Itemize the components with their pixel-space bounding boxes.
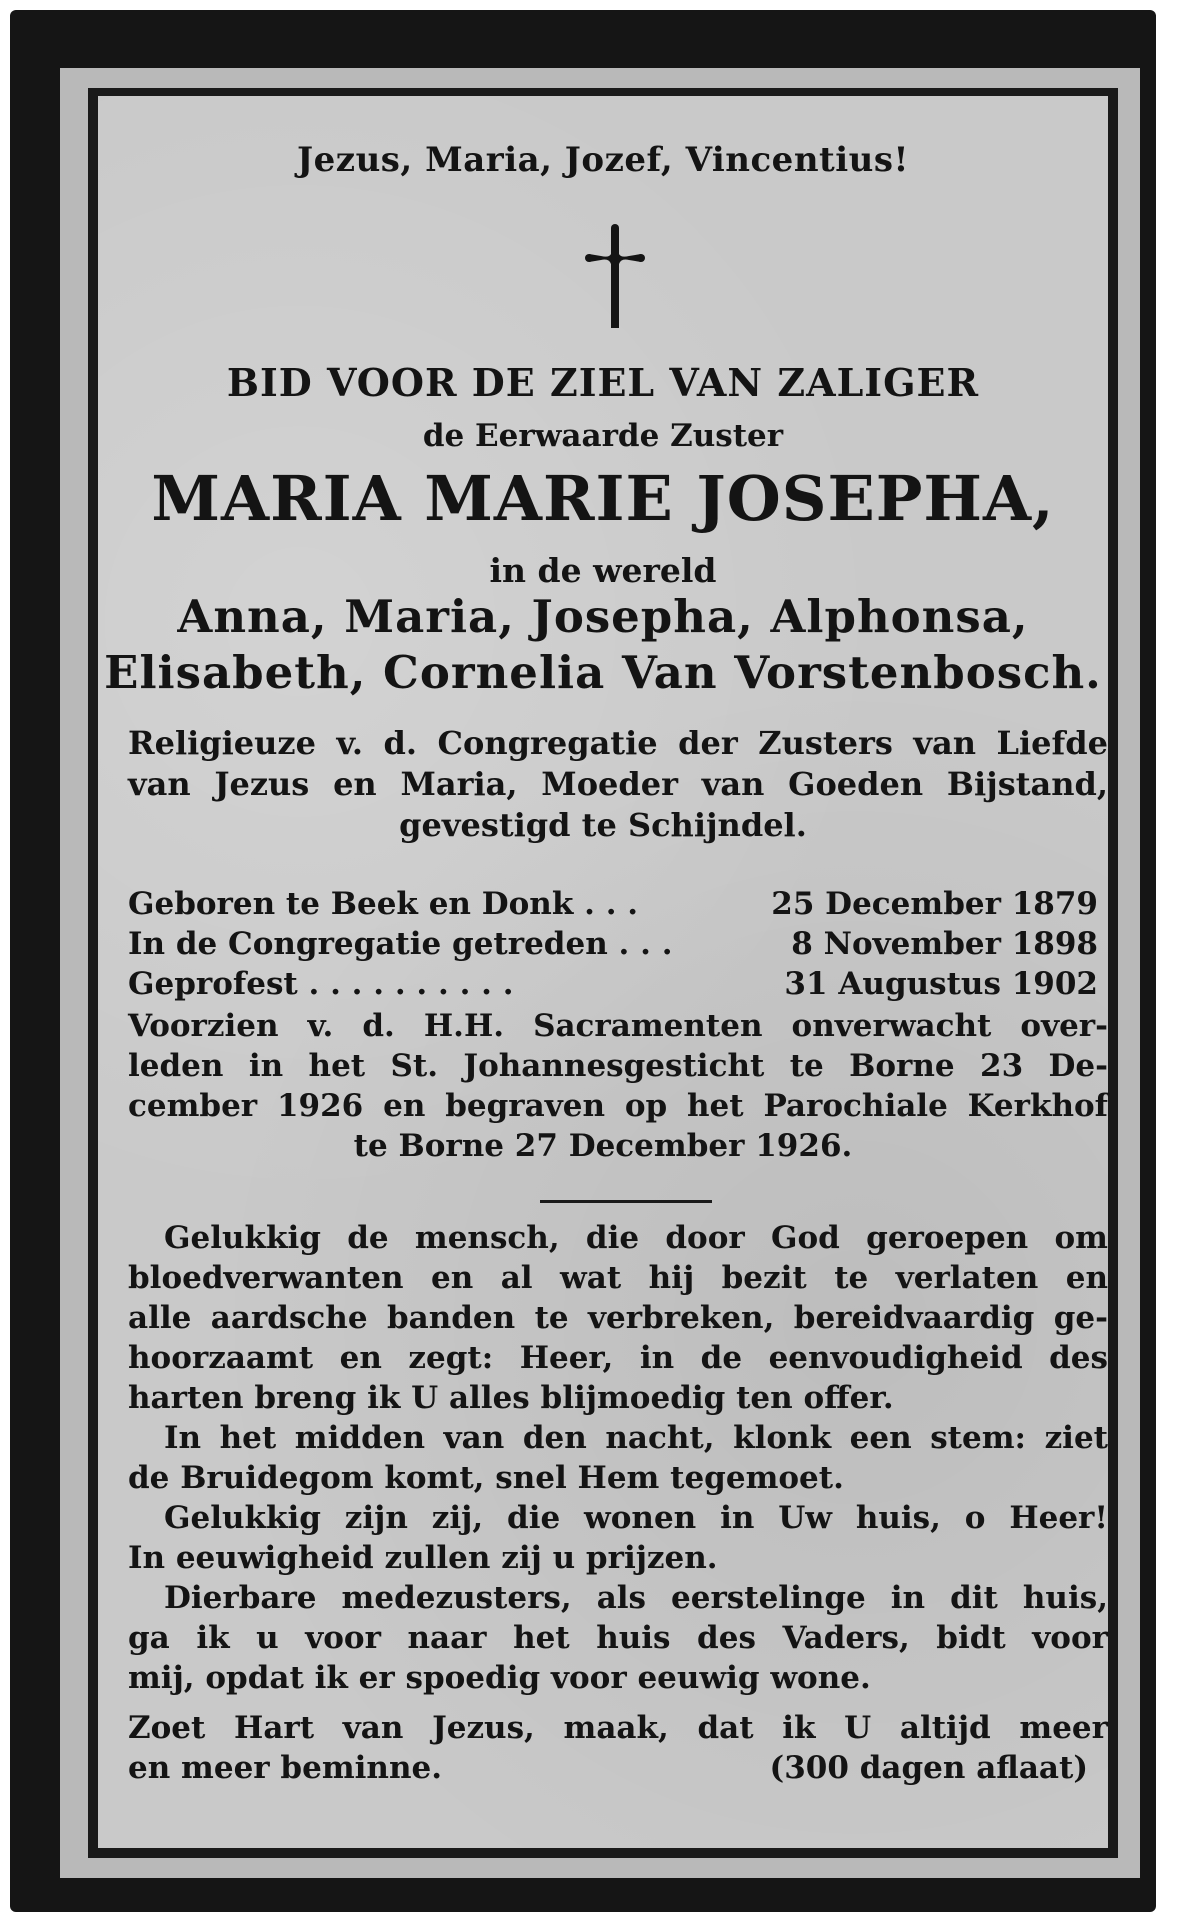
indulgence-note: (300 dagen aflaat) <box>769 1750 1088 1786</box>
death-line-4: te Borne 27 December 1926. <box>353 1128 853 1164</box>
card-text-area <box>98 96 1108 1848</box>
date-label: Geprofest . . . . . . . . . . <box>128 966 514 1002</box>
text-line: bloedverwanten en al wat hij bezit te verlaten en <box>128 1260 1108 1296</box>
congregation-line-1: Religieuze v. d. Congregatie der Zusters van Liefde <box>128 724 1108 762</box>
date-value: 8 November 1898 <box>791 926 1098 962</box>
text-line: harten breng ik U alles blijmoedig ten offer. <box>128 1380 894 1416</box>
date-label: Geboren te Beek en Donk . . . <box>128 886 639 922</box>
text-line: Zoet Hart van Jezus, maak, dat ik U altijd meer <box>128 1710 1108 1746</box>
text-line: Gelukkig de mensch, die door God geroepen om <box>164 1220 1108 1256</box>
date-value: 25 December 1879 <box>771 886 1098 922</box>
prayer-heading: BID VOOR DE ZIEL VAN ZALIGER <box>226 360 980 405</box>
text-line: de Bruidegom komt, snel Hem tegemoet. <box>128 1460 844 1496</box>
birth-name-line-2: Elisabeth, Cornelia Van Vorstenbosch. <box>104 646 1102 699</box>
text-line: In het midden van den nacht, klonk een stem: ziet <box>164 1420 1108 1456</box>
text-line: mij, opdat ik er spoedig voor eeuwig wone. <box>128 1660 871 1696</box>
text-line: Gelukkig zijn zij, die wonen in Uw huis, o Heer! <box>164 1500 1108 1536</box>
invocation: Jezus, Maria, Jozef, Vincentius! <box>297 140 909 180</box>
death-line-2: leden in het St. Johannesgesticht te Borne 23 De- <box>128 1048 1108 1084</box>
date-label: In de Congregatie getreden . . . <box>128 926 673 962</box>
text-line: alle aardsche banden te verbreken, bereidvaardig ge- <box>128 1300 1108 1336</box>
mourning-card <box>10 10 1156 1912</box>
divider-rule <box>540 1200 712 1203</box>
death-line-1: Voorzien v. d. H.H. Sacramenten onverwacht over- <box>128 1008 1108 1044</box>
congregation-line-2: van Jezus en Maria, Moeder van Goeden Bijstand, <box>128 765 1108 803</box>
text-line: hoorzaamt en zegt: Heer, in de eenvoudigheid des <box>128 1340 1108 1376</box>
congregation-line-3: gevestigd te Schijndel. <box>399 806 807 844</box>
world-label: in de wereld <box>489 551 717 590</box>
text-line: en meer beminne. <box>128 1750 442 1786</box>
text-line: Dierbare medezusters, als eerstelinge in dit huis, <box>164 1580 1108 1616</box>
death-line-3: cember 1926 en begraven op het Parochiale Kerkhof <box>128 1088 1108 1124</box>
birth-name-line-1: Anna, Maria, Josepha, Alphonsa, <box>177 590 1029 643</box>
date-value: 31 Augustus 1902 <box>784 966 1098 1002</box>
honorific: de Eerwaarde Zuster <box>422 418 784 454</box>
religious-name: MARIA MARIE JOSEPHA, <box>151 462 1055 535</box>
text-line: ga ik u voor naar het huis des Vaders, bidt voor <box>128 1620 1108 1656</box>
latin-cross-icon <box>585 224 645 334</box>
text-line: In eeuwigheid zullen zij u prijzen. <box>128 1540 718 1576</box>
